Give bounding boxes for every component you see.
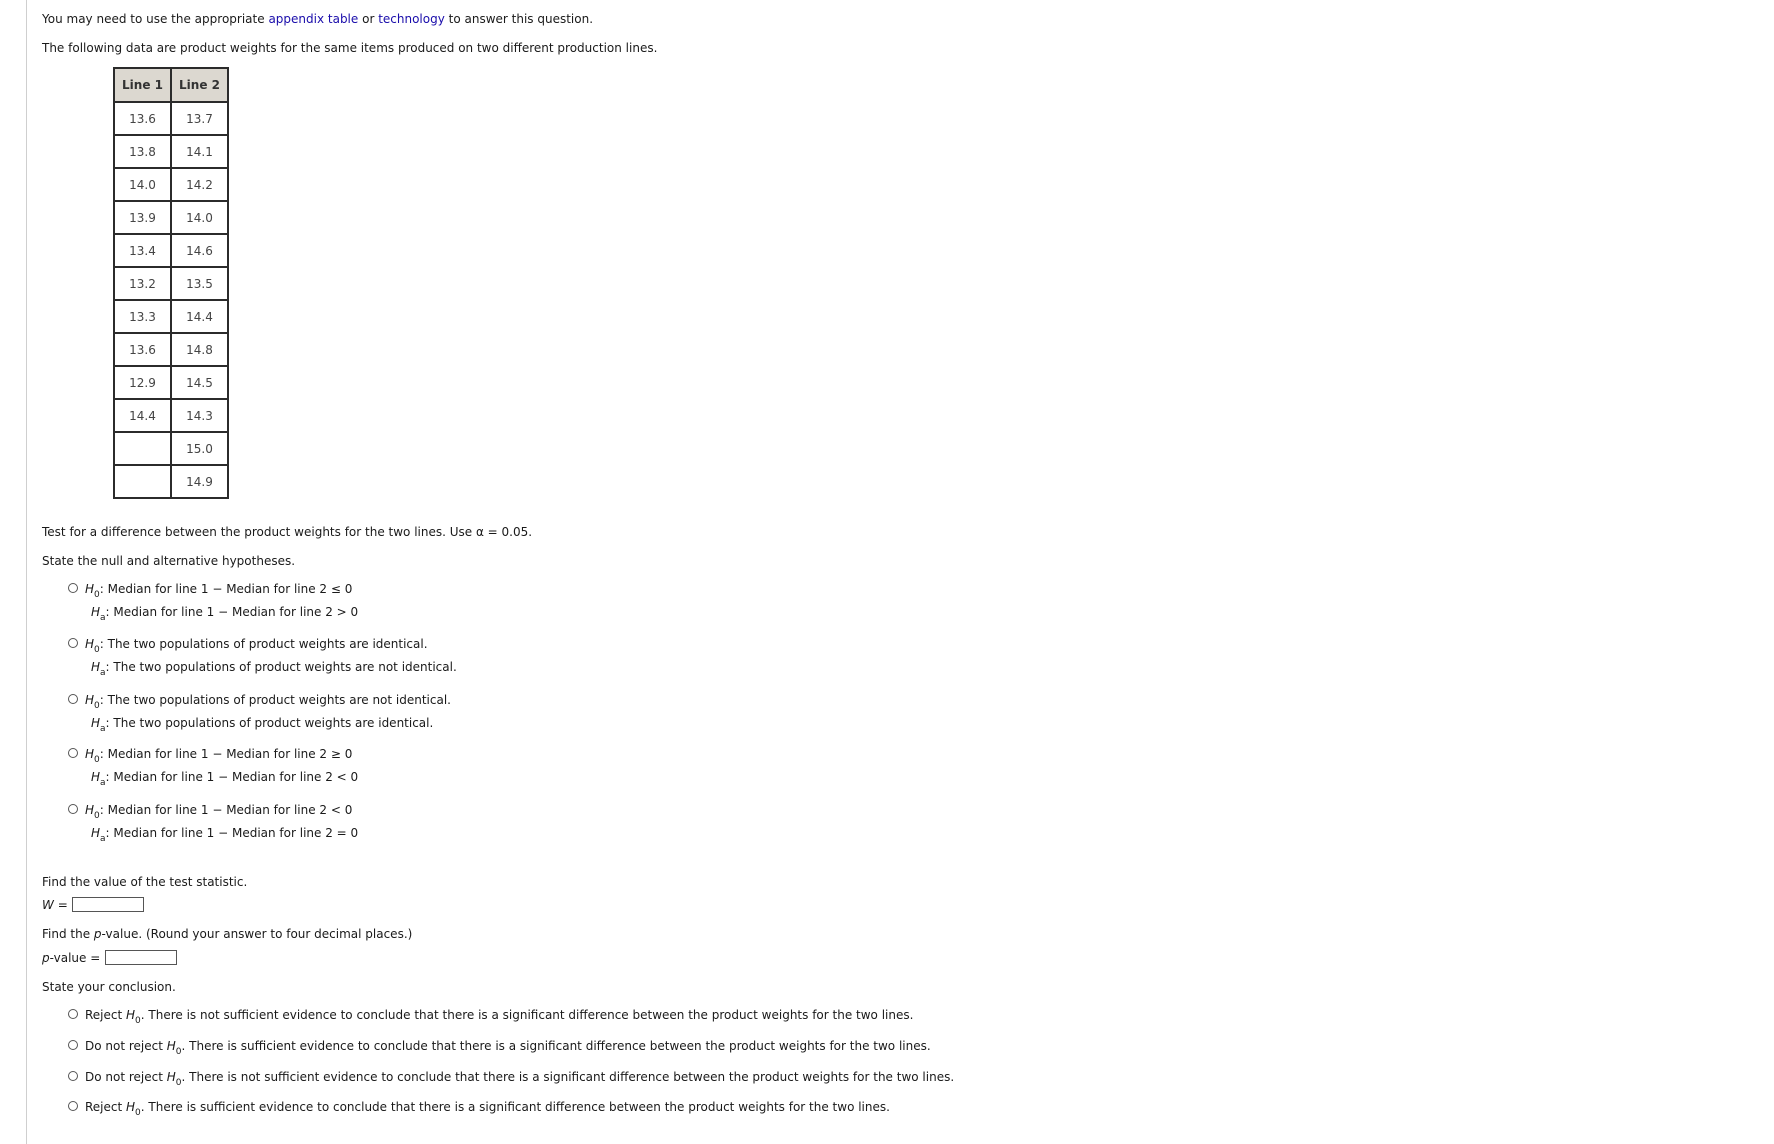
table-cell: 14.6 (171, 234, 228, 267)
table-cell: 13.6 (114, 102, 171, 135)
table-header-row (114, 68, 228, 102)
conclusion-option-2[interactable]: Do not reject $H_0$. There is sufficient evidence to conclude that there is a significant difference between the product weights for the two lines. (68, 1038, 931, 1054)
table-cell: 13.5 (171, 267, 228, 300)
data-table (113, 67, 229, 499)
table-row (114, 399, 228, 432)
hypothesis-option-1[interactable]: $H_0$: Median for line 1 − Median for line 2 ≤ 0 $H_a$: Median for line 1 − Median for line 2 > 0 (68, 581, 358, 620)
table-row (114, 234, 228, 267)
table-cell: 13.9 (114, 201, 171, 234)
table-cell: 14.0 (114, 168, 171, 201)
radio-circle-icon[interactable] (68, 1101, 78, 1111)
conclusion-option-4[interactable]: Reject $H_0$. There is sufficient evidence to conclude that there is a significant difference between the product weights for the two lines. (68, 1099, 890, 1115)
table-cell: 14.0 (171, 201, 228, 234)
table-cell: 13.2 (114, 267, 171, 300)
table-row (114, 300, 228, 333)
table-row (114, 333, 228, 366)
radio-circle-icon[interactable] (68, 804, 78, 814)
statistic-prompt: Find the value of the test statistic. (42, 875, 248, 889)
table-cell: 13.7 (171, 102, 228, 135)
pvalue-prompt: Find the p-value. (Round your answer to four decimal places.) (42, 927, 413, 941)
hypothesis-option-5[interactable]: $H_0$: Median for line 1 − Median for line 2 < 0 $H_a$: Median for line 1 − Median for line 2 = 0 (68, 802, 358, 841)
table-row (114, 135, 228, 168)
null-hypothesis-text: : Median for line 1 − Median for line 2 ≥ 0 (99, 747, 353, 761)
null-hypothesis-text: : Median for line 1 − Median for line 2 ≤ 0 (99, 582, 353, 596)
intro-suffix: to answer this question. (444, 12, 594, 26)
table-cell: 14.8 (171, 333, 228, 366)
null-hypothesis-text: : The two populations of product weights are identical. (99, 637, 428, 651)
table-cell: 14.3 (171, 399, 228, 432)
radio-circle-icon[interactable] (68, 1040, 78, 1050)
radio-circle-icon[interactable] (68, 583, 78, 593)
radio-circle-icon[interactable] (68, 748, 78, 758)
table-cell (114, 465, 171, 498)
statistic-label: W = (42, 898, 68, 912)
alt-hypothesis-text: : Median for line 1 − Median for line 2 > 0 (105, 605, 359, 619)
table-cell: 15.0 (171, 432, 228, 465)
header-line-2: Line 2 (171, 68, 228, 102)
table-cell (114, 432, 171, 465)
technology-link[interactable]: technology (378, 12, 445, 26)
hypothesis-option-2[interactable]: $H_0$: The two populations of product weights are identical. $H_a$: The two populations of product weights are not identical. (68, 636, 457, 675)
table-row (114, 102, 228, 135)
null-hypothesis-text: : Median for line 1 − Median for line 2 < 0 (99, 803, 353, 817)
table-row (114, 465, 228, 498)
alt-hypothesis-text: : The two populations of product weights are identical. (105, 716, 434, 730)
intro-text (42, 11, 593, 27)
left-border (26, 0, 27, 1144)
radio-circle-icon[interactable] (68, 1071, 78, 1081)
table-cell: 14.2 (171, 168, 228, 201)
table-cell: 14.1 (171, 135, 228, 168)
statistic-input[interactable] (72, 897, 144, 912)
conclusion-prompt: State your conclusion. (42, 980, 176, 994)
hypothesis-option-3[interactable]: $H_0$: The two populations of product weights are not identical. $H_a$: The two populations of product weights are identical. (68, 692, 451, 731)
pvalue-label: p-value = (42, 951, 101, 965)
hypothesis-option-4[interactable]: $H_0$: Median for line 1 − Median for line 2 ≥ 0 $H_a$: Median for line 1 − Median for line 2 < 0 (68, 746, 358, 785)
alt-hypothesis-text: : Median for line 1 − Median for line 2 < 0 (105, 770, 359, 784)
table-cell: 14.5 (171, 366, 228, 399)
table-cell: 13.4 (114, 234, 171, 267)
table-cell: 14.4 (171, 300, 228, 333)
table-cell: 14.4 (114, 399, 171, 432)
table-cell: 13.6 (114, 333, 171, 366)
alt-hypothesis-text: : The two populations of product weights are not identical. (105, 660, 457, 674)
table-cell: 14.9 (171, 465, 228, 498)
table-cell: 12.9 (114, 366, 171, 399)
radio-circle-icon[interactable] (68, 638, 78, 648)
table-cell: 13.8 (114, 135, 171, 168)
table-row (114, 432, 228, 465)
test-prompt: Test for a difference between the product weights for the two lines. Use α = 0.05. (42, 525, 533, 539)
appendix-table-link[interactable]: appendix table (268, 12, 359, 26)
null-hypothesis-text: : The two populations of product weights are not identical. (99, 693, 451, 707)
table-row (114, 201, 228, 234)
radio-circle-icon[interactable] (68, 1009, 78, 1019)
table-row (114, 168, 228, 201)
conclusion-option-3[interactable]: Do not reject $H_0$. There is not sufficient evidence to conclude that there is a significant difference between the product weights for the two lines. (68, 1069, 954, 1085)
radio-circle-icon[interactable] (68, 694, 78, 704)
pvalue-input[interactable] (105, 950, 177, 965)
description: The following data are product weights for the same items produced on two different production lines. (42, 41, 658, 55)
conclusion-option-1[interactable]: Reject $H_0$. There is not sufficient evidence to conclude that there is a significant difference between the product weights for the two lines. (68, 1007, 913, 1023)
hypotheses-prompt: State the null and alternative hypotheses. (42, 554, 296, 568)
intro-prefix: You may need to use the appropriate (42, 12, 269, 26)
header-line-1: Line 1 (114, 68, 171, 102)
intro-middle: or (358, 12, 379, 26)
table-row (114, 366, 228, 399)
alt-hypothesis-text: : Median for line 1 − Median for line 2 = 0 (105, 826, 359, 840)
table-cell: 13.3 (114, 300, 171, 333)
table-row (114, 267, 228, 300)
